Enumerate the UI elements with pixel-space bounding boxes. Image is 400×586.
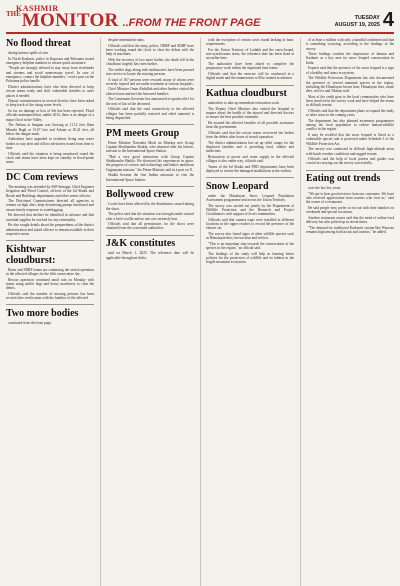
column-1 bbox=[6, 38, 94, 586]
article-paragraph: With the recovery of two more bodies, the death toll in the cloudburst tragedy has risen further. bbox=[106, 57, 194, 67]
article-paragraph: Officials said that the rescue teams recovered the bodies from the debris after hours of search operation. bbox=[206, 130, 294, 140]
article-paragraph: For the Union Territory of Ladakh and the snow-bound, non-synchronous areas, the reference date has been fixed at an earlier time. bbox=[206, 47, 294, 61]
brand-monitor: MONITOR bbox=[21, 10, 119, 31]
masthead bbox=[6, 4, 394, 30]
article-paragraph: Most of the credit goes to the local communities who have been involved in the survey work and have helped the teams in difficult terrain. bbox=[306, 94, 394, 108]
article-paragraph: under the Himalayan Snow Leopard Population Assessment programme and across the Union Territory. bbox=[206, 193, 294, 203]
article-paragraph: In North Kashmir, police in Kupwara and Pulwama issued emergency helpline numbers to ensure quick assistance. bbox=[6, 56, 94, 65]
article-paragraph: The meeting was attended by SSP Srinagar, Chief Engineer Irrigation and Flood Control, officers of the Jal Shakti and Roads and Buildings departments and other senior officers. bbox=[6, 185, 94, 198]
date-block bbox=[335, 10, 394, 30]
columns bbox=[6, 38, 394, 586]
article-paragraph: The Deputy Chief Minister also visited the hospital to inquire about the health of the injured and directed doctors to ensure the best possible treatment. bbox=[206, 106, 294, 120]
article-headline[interactable]: Kathua cloudburst bbox=[206, 88, 287, 100]
article-divider bbox=[106, 235, 194, 236]
article bbox=[206, 177, 294, 264]
article-paragraph: Prime Minister Narendra Modi on Monday met Group Captain Shubhanshu Shukla, who returned after his historic mission to the International Space Station. bbox=[106, 140, 194, 154]
article-headline[interactable]: Eating out trends bbox=[306, 173, 381, 185]
article-headline[interactable]: No flood threat bbox=[6, 38, 71, 49]
article-paragraph: of at least a million with only a handful confirmed and that is something worrying, according to the findings of the survey. bbox=[306, 38, 394, 51]
brand-the: THE bbox=[6, 10, 21, 18]
article-paragraph: said on March 1, 2025. The reference date will be applicable throughout India. bbox=[106, 251, 194, 260]
article-paragraph: The sniffer dogs along with earthmovers have been pressed into service to locate the missing persons. bbox=[106, 67, 194, 76]
article-paragraph: Officials said the help of local porters and guides was crucial in carrying out the survey successfully. bbox=[306, 157, 394, 166]
article-paragraph: Another restaurant owner said that the trend of online food delivery has also picked up in recent times. bbox=[306, 215, 394, 225]
article-paragraph: Experts said that the presence of the snow leopard is a sign of a healthy and intact ecosystem. bbox=[306, 66, 394, 75]
article-paragraph: Locals have been affected by the disturbance caused during the shoot. bbox=[106, 202, 194, 211]
masthead-rule bbox=[6, 32, 394, 34]
day-label: TUESDAY bbox=[354, 15, 380, 22]
article-paragraph: "We get to hear good reviews from our customers. We have also received appreciation from tourists who visit us," said the owner of a restaurant. bbox=[306, 191, 394, 205]
article-paragraph: A total of 167 persons were rescued, many of whom were severely injured and are under treatment at various hospitals. bbox=[106, 77, 194, 86]
article bbox=[106, 38, 194, 120]
article-headline[interactable]: PM meets Group bbox=[106, 127, 180, 139]
article-paragraph: So far, no damage or loss of life has been reported. Flood officials maintained that, unlike 2014, there is no danger of a major flood in the Valley. bbox=[6, 109, 94, 122]
article-paragraph: He assured the affected families of all possible assistance from the government. bbox=[206, 120, 294, 130]
article-paragraph: Officials said the number of missing persons has been revised after verification with the families of the affected. bbox=[6, 291, 94, 301]
article bbox=[106, 235, 194, 260]
article-paragraph: Officials said that the exercise will be conducted in a digital mode and the enumerators will be trained in advance. bbox=[206, 71, 294, 81]
article-divider bbox=[6, 240, 94, 241]
article-paragraph: during intense spells of rain. bbox=[8, 51, 49, 55]
article-paragraph: The department has also planned awareness programmes among the local population to reduce human-wildlife conflict in the region. bbox=[306, 118, 394, 132]
article-paragraph: The findings of the study will help in framing better policies for the protection of wildlife and its habitat in the fragile mountain ecosystem. bbox=[206, 251, 294, 265]
article-paragraph: The Lieutenant Governor has announced ex-gratia relief for the next of kin of the deceased. bbox=[106, 97, 194, 106]
column-4 bbox=[300, 38, 394, 586]
article-paragraph: Shukla became the first Indian astronaut to visit the International Space Station. bbox=[106, 173, 194, 182]
article-paragraph: The police said that the situation was brought under control after a brief scuffle and no one was seriously hurt. bbox=[106, 212, 194, 221]
article bbox=[6, 240, 94, 300]
article-paragraph: with the exception of certain cases found lacking in basic requirements. bbox=[206, 38, 294, 47]
article-paragraph: continued from the front page. bbox=[8, 320, 52, 325]
article-paragraph: It may be recalled that the snow leopard is listed as a vulnerable species and is protected under Schedule I of the Wildlife Protection Act. bbox=[306, 133, 394, 146]
article bbox=[106, 124, 194, 182]
column-3 bbox=[200, 38, 294, 586]
article-headline[interactable]: Kishtwar cloudburst: bbox=[6, 243, 56, 266]
article-paragraph: Officials said that camera traps were installed at different locations in the upper reaches to record the presence of the elusive cat. bbox=[206, 217, 294, 231]
article-paragraph: Deputy commissioners in several districts have been asked to keep track of the rising water levels. bbox=[6, 99, 94, 108]
article bbox=[206, 38, 294, 81]
article-paragraph: "The demand for traditional Kashmiri cuisine like Wazwan remains high among both locals and tourists," he added. bbox=[306, 225, 394, 235]
article-paragraph: Officials said that the department plans to expand the study to other areas in the coming years. bbox=[306, 108, 394, 118]
article-paragraph: despite intermittent rains. bbox=[108, 38, 145, 42]
article-paragraph: Rains and SDRF teams are continuing the search operation in the affected villages for the fifth consecutive day. bbox=[6, 267, 94, 276]
article-paragraph: Teams of the Jal Shakti and PDD departments have been deployed to restore the damaged installations at the earliest. bbox=[206, 164, 294, 173]
article-paragraph: The Wildlife Protection Department has also documented the presence of several mammal species in the region, including the Himalayan brown bear, Himalayan ibex, musk deer, red fox and Tibetan wolf. bbox=[306, 76, 394, 94]
article-paragraph: He directed that shelters be identified in advance and that essential supplies be stocked for any eventuality. bbox=[6, 213, 94, 222]
article bbox=[6, 38, 94, 165]
article-paragraph: Officials said the situation is being monitored round the clock and teams have been kept on standby in flood-prone areas. bbox=[6, 151, 94, 165]
dateline bbox=[335, 15, 380, 28]
article-paragraph: Rescue operation continued amid rain on Monday with teams using sniffer dogs and heavy machinery to clear the debris. bbox=[6, 277, 94, 291]
article bbox=[306, 38, 394, 166]
page-number: 4 bbox=[382, 9, 394, 31]
article-divider bbox=[106, 124, 194, 125]
article-paragraph: "Had a very good interaction with Group Captain Shubhanshu Shukla. We discussed his experiences in space, the progress of science and technology and India's ambitious Gaganyaan mission," the Prime Minister said in a post on X. bbox=[106, 154, 194, 172]
article-divider bbox=[6, 169, 94, 170]
article-paragraph: District administrations have also been directed to keep rescue teams ready and shift vulnerable families to safer places if needed. bbox=[6, 84, 94, 98]
article-divider bbox=[106, 186, 194, 187]
article-headline[interactable]: Bollywood crew bbox=[106, 189, 174, 201]
article-paragraph: The survey was conducted in difficult high-altitude areas with harsh weather conditions and rugged terrain. bbox=[306, 147, 394, 156]
column-2 bbox=[100, 38, 194, 586]
section-title: ..FROM THE FRONT PAGE bbox=[122, 17, 261, 29]
article-divider bbox=[206, 85, 294, 86]
article bbox=[106, 186, 194, 231]
article-paragraph: authorities to take up immediate restoration work. bbox=[208, 101, 280, 106]
article-paragraph: "People are strongly advised to stay away from riverbanks and streams and avoid unnecessary travel. In case of emergency, contact the helpline numbers," read a post on the Pulwama police handle. bbox=[6, 66, 94, 84]
article-divider bbox=[306, 170, 394, 171]
article-paragraph: The Divisional Commissioner directed all agencies to remain on high alert, keep dewatering pumps functional and ensure timely response to waterlogging. bbox=[6, 199, 94, 212]
article bbox=[306, 170, 394, 235]
article-paragraph: These findings confirm the importance of Jammu and Kashmir as a key area for snow leopard conservation in India. bbox=[306, 52, 394, 65]
article-headline[interactable]: DC Com reviews bbox=[6, 172, 79, 183]
article bbox=[6, 169, 94, 237]
article bbox=[6, 304, 94, 325]
article-paragraph: Officials said that all permissions for the shoot were obtained from the concerned authorities. bbox=[106, 222, 194, 231]
article-paragraph: Officials said that the road connectivity to the affected villages has been partially restored and relief material is being dispatched. bbox=[106, 107, 194, 120]
article-paragraph: He also sought details about the preparedness of the district administration and asked officers to remain available in their respective areas. bbox=[6, 223, 94, 236]
article-paragraph: He said people now prefer to eat out with their families on weekends and special occasions. bbox=[306, 205, 394, 215]
article-headline[interactable]: J&K constitutes bbox=[106, 238, 176, 250]
article-paragraph: Officials said that the army, police, NDRF and SDRF have been working round the clock to clear the debris with the help of machines. bbox=[106, 43, 194, 57]
article-divider bbox=[6, 304, 94, 305]
article-paragraph: over the last few years. bbox=[308, 186, 342, 191]
article-paragraph: The district administration has set up relief camps for the displaced families and is providing food, shelter and medicines. bbox=[206, 140, 294, 154]
article-divider bbox=[206, 177, 294, 178]
article-paragraph: "This is an important step towards the conservation of the species in the region," an official said. bbox=[206, 241, 294, 251]
article-paragraph: The survey was carried out jointly by the Department of Wildlife Protection and the Research and Project Coordinators with support of local communities. bbox=[206, 203, 294, 217]
brand-kashmir: KASHMIR bbox=[16, 4, 59, 13]
article-paragraph: Authorities have appealed to residents living near water bodies to stay alert and follow advisories issued from time to time. bbox=[6, 137, 94, 151]
article bbox=[206, 85, 294, 174]
article-headline[interactable]: Snow Leopard bbox=[206, 180, 269, 192]
article-headline[interactable]: Two more bodies bbox=[6, 307, 79, 319]
article-paragraph: Restoration of power and water supply in the affected villages is also under way, officials said. bbox=[206, 154, 294, 164]
brand-logo bbox=[6, 3, 260, 30]
article-paragraph: The authorities have been asked to complete the preparatory work within the stipulated time frame. bbox=[206, 62, 294, 71]
article-paragraph: The Jhelum at Sangam was flowing at 11.12 feet, Ram Munshi Bagh at 13.67 feet and Asham at 10.41 feet, all below the danger mark. bbox=[6, 123, 94, 136]
article-paragraph: Chief Minister Omar Abdullah and other leaders visited the affected area and met the bereaved families. bbox=[106, 87, 194, 96]
article-paragraph: The survey also found signs of other wildlife species such as Himalayan ibex, brown bear and red fox. bbox=[206, 232, 294, 241]
date-label: AUGUST 19, 2025 bbox=[334, 21, 380, 28]
